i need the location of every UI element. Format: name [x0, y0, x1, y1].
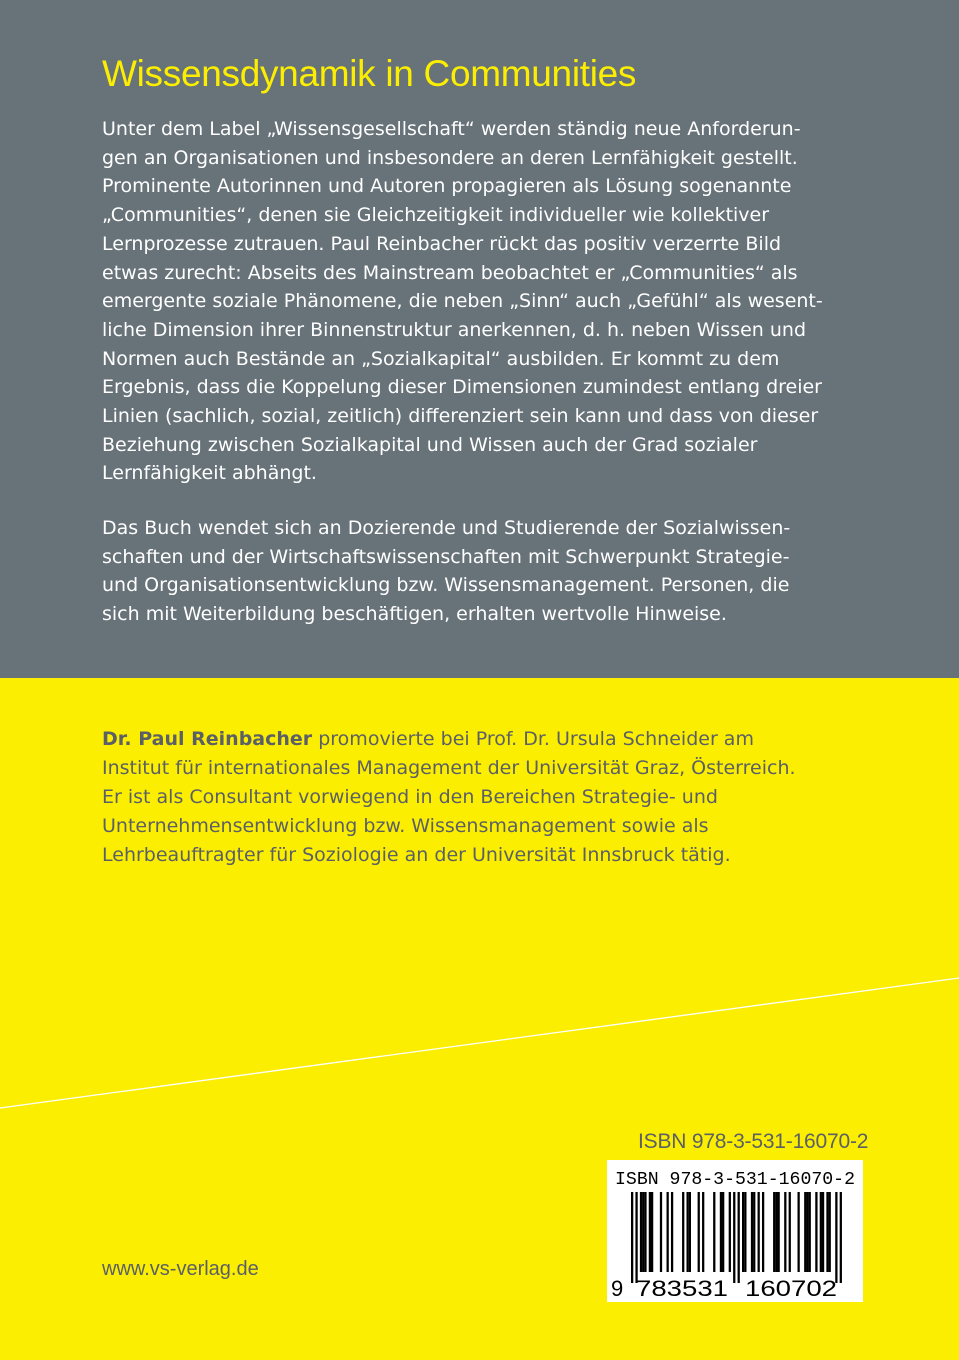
barcode-bar	[753, 1192, 755, 1272]
text-line: Unter dem Label „Wissensgesellschaft“ werden ständig neue Anforderun-	[102, 118, 801, 140]
barcode-bar	[789, 1192, 791, 1272]
barcode-bar	[742, 1192, 744, 1272]
barcode-bar	[687, 1192, 689, 1272]
barcode-bar	[702, 1192, 704, 1272]
barcode-bar	[775, 1192, 777, 1272]
description-paragraph-1	[102, 115, 857, 488]
text-line: Das Buch wendet sich an Dozierende und Studierende der Sozialwissen-	[102, 517, 791, 539]
barcode	[607, 1160, 863, 1302]
barcode-bar	[762, 1192, 764, 1272]
text-line: „Communities“, denen sie Gleichzeitigkeit individueller wie kollektiver	[102, 204, 770, 227]
barcode-bar	[660, 1192, 662, 1272]
text-line: schaften und der Wirtschaftswissenschaften mit Schwerpunkt Strategie-	[102, 545, 790, 568]
barcode-bar	[744, 1192, 746, 1272]
barcode-digits-right: 160702	[745, 1276, 837, 1301]
barcode-graphic	[607, 1160, 863, 1302]
barcode-bar	[651, 1192, 653, 1272]
barcode-bar	[671, 1192, 673, 1272]
barcode-bar	[729, 1192, 731, 1272]
barcode-bar	[738, 1192, 740, 1283]
text-line: Normen auch Bestände an „Sozialkapital“ ausbilden. Er kommt zu dem	[102, 347, 780, 370]
text-line: etwas zurecht: Abseits des Mainstream beobachtet er „Communities“ als	[102, 261, 798, 284]
bio-line: promovierte bei Prof. Dr. Ursula Schneider am	[312, 728, 754, 750]
barcode-bar	[640, 1192, 642, 1272]
description-paragraph-2	[102, 514, 857, 629]
description-panel	[0, 0, 959, 678]
barcode-bar	[784, 1192, 786, 1272]
barcode-bar	[642, 1192, 644, 1272]
text-line: Ergebnis, dass die Koppelung dieser Dimensionen zumindest entlang dreier	[102, 376, 822, 399]
barcode-bar	[635, 1192, 637, 1283]
bio-line: Er ist als Consultant vorwiegend in den Bereichen Strategie- und	[102, 786, 718, 808]
barcode-top-text: ISBN 978-3-531-16070-2	[615, 1169, 855, 1190]
text-line: Lernfähigkeit abhängt.	[102, 462, 317, 485]
barcode-lead-digit: 9	[611, 1276, 624, 1301]
isbn-label: ISBN 978-3-531-16070-2	[638, 1130, 869, 1153]
bio-line: Institut für internationales Management der Universität Graz, Österreich.	[102, 757, 796, 779]
barcode-bar	[809, 1192, 811, 1272]
text-line: gen an Organisationen und insbesondere an deren Lernfähigkeit gestellt.	[102, 146, 798, 169]
barcode-bar	[798, 1192, 800, 1272]
barcode-bar	[815, 1192, 817, 1272]
text-line: Linien (sachlich, sozial, zeitlich) differenziert sein kann und dass von dieser	[102, 405, 819, 428]
barcode-bar	[720, 1192, 722, 1272]
barcode-bar	[826, 1192, 828, 1272]
barcode-bar	[733, 1192, 735, 1283]
barcode-bar	[689, 1192, 691, 1272]
book-title: Wissensdynamik in Communities	[102, 53, 637, 94]
barcode-bar	[667, 1192, 669, 1272]
barcode-bar	[682, 1192, 684, 1272]
diagonal-line	[0, 978, 959, 1108]
bio-line: Lehrbeauftragter für Soziologie an der Universität Innsbruck tätig.	[102, 844, 731, 866]
barcode-bar	[631, 1192, 633, 1283]
author-name: Dr. Paul Reinbacher	[102, 728, 313, 750]
text-line: Beziehung zwischen Sozialkapital und Wissen auch der Grad sozialer	[102, 433, 758, 456]
publisher-website[interactable]: www.vs-verlag.de	[102, 1258, 259, 1280]
barcode-bar	[820, 1192, 822, 1272]
bio-line: Unternehmensentwicklung bzw. Wissensmanagement sowie als	[102, 815, 709, 837]
text-line: sich mit Weiterbildung beschäftigen, erhalten wertvolle Hinweise.	[102, 603, 727, 626]
text-line: und Organisationsentwicklung bzw. Wissensmanagement. Personen, die	[102, 574, 790, 597]
barcode-bar	[649, 1192, 651, 1272]
text-line: liche Dimension ihrer Binnenstruktur anerkennen, d. h. neben Wissen und	[102, 318, 807, 341]
barcode-bar	[773, 1192, 775, 1272]
barcode-bar	[713, 1192, 715, 1272]
text-line: Lernprozesse zutrauen. Paul Reinbacher rückt das positiv verzerrte Bild	[102, 232, 782, 255]
barcode-bar	[806, 1192, 808, 1272]
barcode-bar	[822, 1192, 824, 1272]
author-bio	[102, 725, 862, 870]
barcode-bar	[835, 1192, 837, 1283]
barcode-bar	[804, 1192, 806, 1272]
barcode-bar	[840, 1192, 842, 1283]
barcode-bar	[751, 1192, 753, 1272]
barcode-bars	[631, 1192, 842, 1283]
barcode-bar	[778, 1192, 780, 1272]
barcode-bar	[644, 1192, 646, 1272]
barcode-bar	[722, 1192, 724, 1272]
barcode-digits-left: 783531	[636, 1276, 728, 1301]
text-line: Prominente Autorinnen und Autoren propagieren als Lösung sogenannte	[102, 175, 792, 198]
text-line: emergente soziale Phänomene, die neben „Sinn“ auch „Gefühl“ als wesent-	[102, 290, 823, 313]
barcode-bar	[758, 1192, 760, 1272]
barcode-bar	[829, 1192, 831, 1272]
barcode-bar	[698, 1192, 700, 1272]
